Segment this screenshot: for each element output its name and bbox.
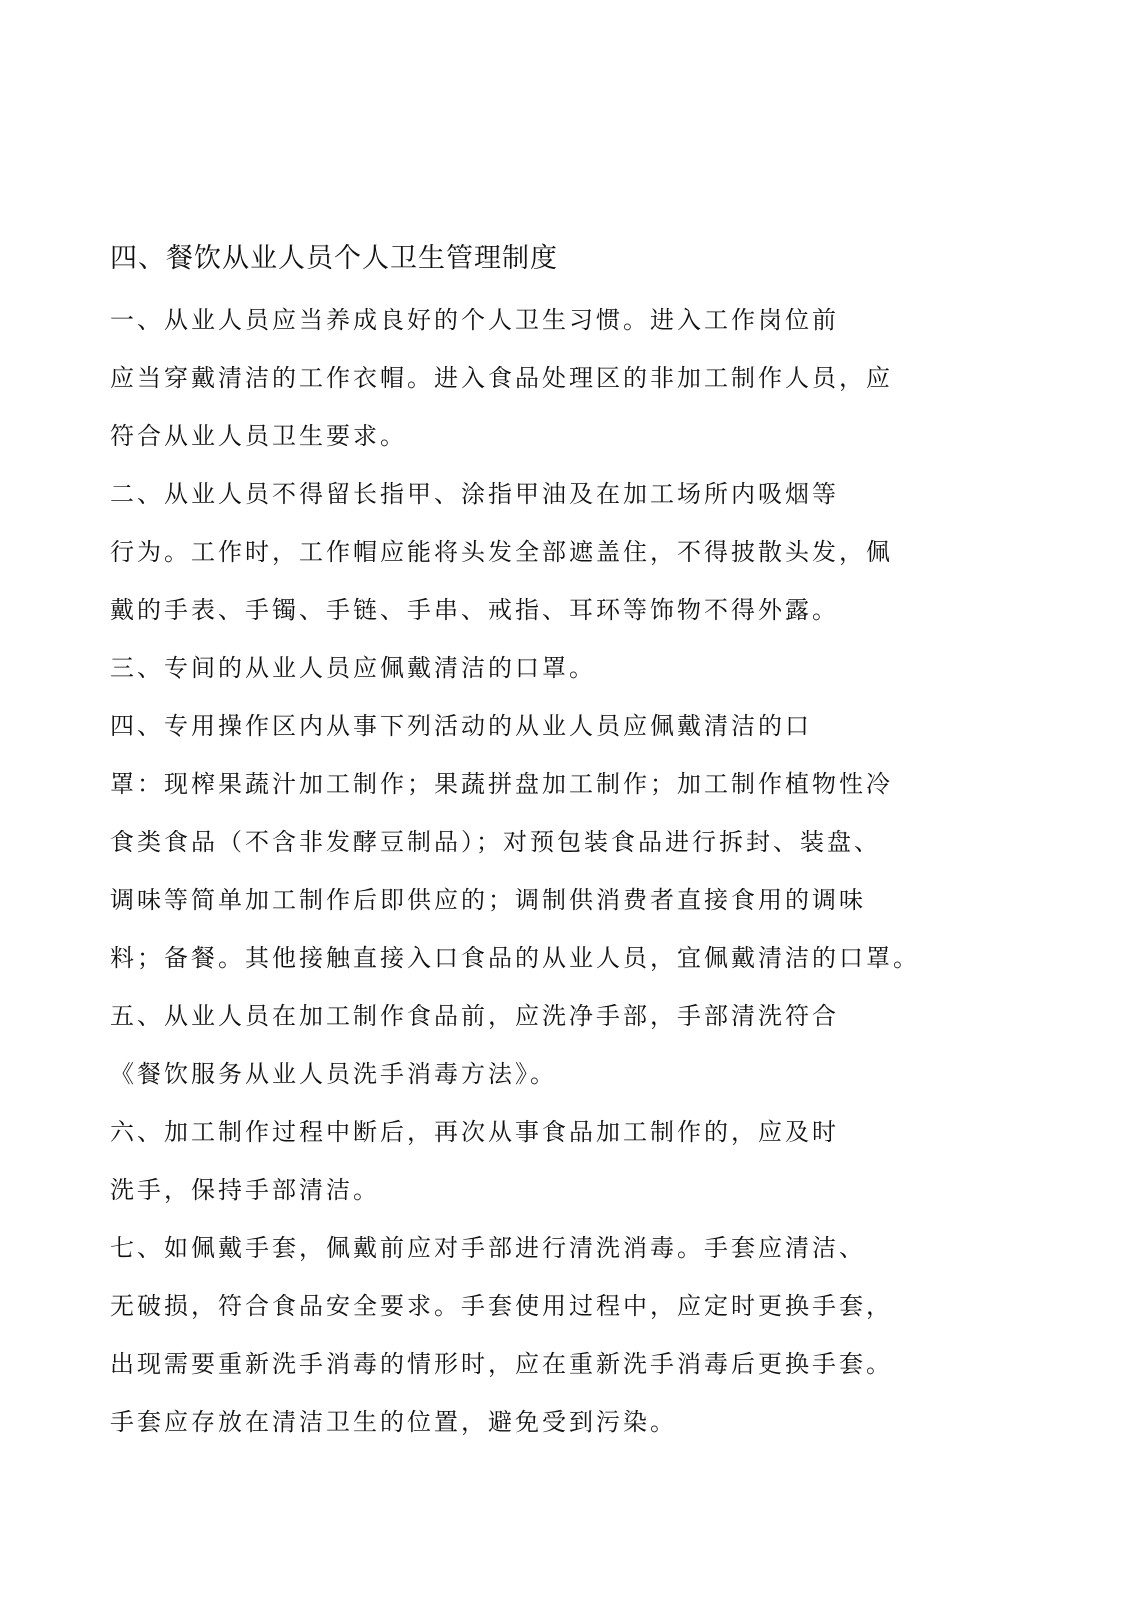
paragraph-line: 六、加工制作过程中断后，再次从事食品加工制作的，应及时 <box>110 1118 839 1146</box>
paragraph-line: 《餐饮服务从业人员洗手消毒方法》。 <box>110 1060 557 1088</box>
paragraph-line: 符合从业人员卫生要求。 <box>110 422 407 450</box>
paragraph-line: 行为。工作时，工作帽应能将头发全部遮盖住，不得披散头发，佩 <box>110 538 893 566</box>
paragraph-line: 五、从业人员在加工制作食品前，应洗净手部，手部清洗符合 <box>110 1002 839 1030</box>
paragraph-line: 食类食品（不含非发酵豆制品）；对预包装食品进行拆封、装盘、 <box>110 828 881 856</box>
paragraph-line: 四、专用操作区内从事下列活动的从业人员应佩戴清洁的口 <box>110 712 812 740</box>
document-title: 四、餐饮从业人员个人卫生管理制度 <box>110 243 558 274</box>
paragraph-line: 应当穿戴清洁的工作衣帽。进入食品处理区的非加工制作人员，应 <box>110 364 893 392</box>
paragraph-line: 料；备餐。其他接触直接入口食品的从业人员，宜佩戴清洁的口罩。 <box>110 944 920 972</box>
paragraph-line: 七、如佩戴手套，佩戴前应对手部进行清洗消毒。手套应清洁、 <box>110 1234 866 1262</box>
paragraph-line: 戴的手表、手镯、手链、手串、戒指、耳环等饰物不得外露。 <box>110 596 839 624</box>
paragraph-line: 手套应存放在清洁卫生的位置，避免受到污染。 <box>110 1408 677 1436</box>
paragraph-line: 三、专间的从业人员应佩戴清洁的口罩。 <box>110 654 596 682</box>
paragraph-line: 二、从业人员不得留长指甲、涂指甲油及在加工场所内吸烟等 <box>110 480 839 508</box>
paragraph-line: 一、从业人员应当养成良好的个人卫生习惯。进入工作岗位前 <box>110 306 839 334</box>
paragraph-line: 出现需要重新洗手消毒的情形时，应在重新洗手消毒后更换手套。 <box>110 1350 893 1378</box>
paragraph-line: 罩：现榨果蔬汁加工制作；果蔬拼盘加工制作；加工制作植物性冷 <box>110 770 893 798</box>
paragraph-line: 无破损，符合食品安全要求。手套使用过程中，应定时更换手套， <box>110 1292 893 1320</box>
paragraph-line: 洗手，保持手部清洁。 <box>110 1176 380 1204</box>
paragraph-line: 调味等简单加工制作后即供应的；调制供消费者直接食用的调味 <box>110 886 866 914</box>
